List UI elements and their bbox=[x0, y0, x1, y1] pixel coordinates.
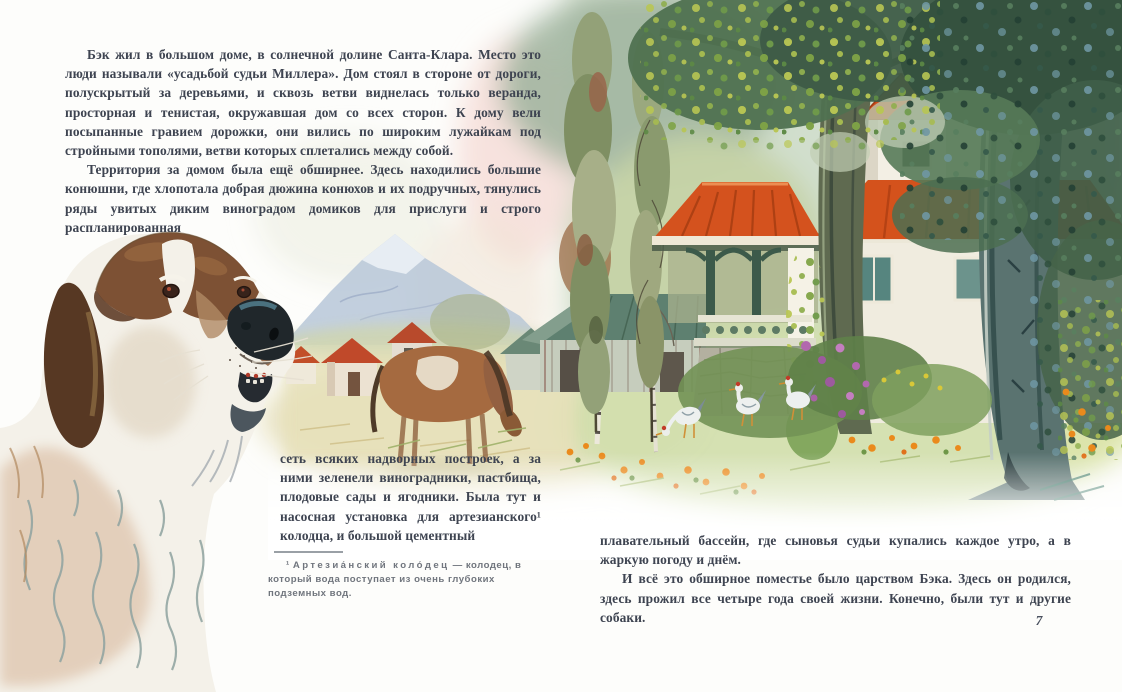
footnote-definition: — колодец, в который вода поступает из очень глубоких подземных вод. bbox=[268, 560, 522, 599]
paragraph-2: Территория за домом была ещё обширнее. Здесь находились большие конюшни, где хлопотала добрая дюжина конюхов и их подручных, тянулись ряды увитых диким виноградом домиков для прислуги и строго распланированная bbox=[65, 162, 541, 235]
footnote-term: Артезиа́нский коло́дец bbox=[292, 560, 450, 571]
footnote-text bbox=[268, 559, 524, 600]
paragraph-1: Бэк жил в большом доме, в солнечной долине Санта-Клара. Место это люди называли «усадьбой судьи Миллера». Дом стоял в стороне от дороги, полускрытый за деревьями, и сквозь ветви виднелась только веранда, просторная и тенистая, окружавшая дом со всех сторон. К дому вели посыпанные гравием дорожки, они вились по широким лужайкам под стройными тополями, ветви которых сплетались между собой. bbox=[65, 47, 541, 159]
footnote-marker: ¹ bbox=[286, 560, 293, 571]
dog-illustration bbox=[0, 232, 312, 692]
paragraph-4: плавательный бассейн, где сыновья судьи купались каждое утро, а в жаркую погоду и днём. bbox=[600, 533, 1071, 568]
main-text-block-bottom bbox=[600, 531, 1071, 627]
footnote bbox=[268, 559, 524, 600]
page-number: 7 bbox=[1035, 613, 1043, 628]
main-text-block-top bbox=[65, 45, 541, 237]
paragraph-3: сеть всяких надворных построек, а за ними зеленели виноградники, пастбища, плодовые сады и ягодники. Была тут и насосная установка для артезианского¹ колодца, и большой цементный bbox=[280, 451, 541, 543]
main-text-block-middle bbox=[280, 449, 541, 545]
paragraph-5: И всё это обширное поместье было царством Бэка. Здесь он родился, здесь прожил все четыре года своей жизни. Конечно, были тут и другие собаки. bbox=[600, 571, 1071, 625]
footnote-divider bbox=[274, 551, 343, 553]
